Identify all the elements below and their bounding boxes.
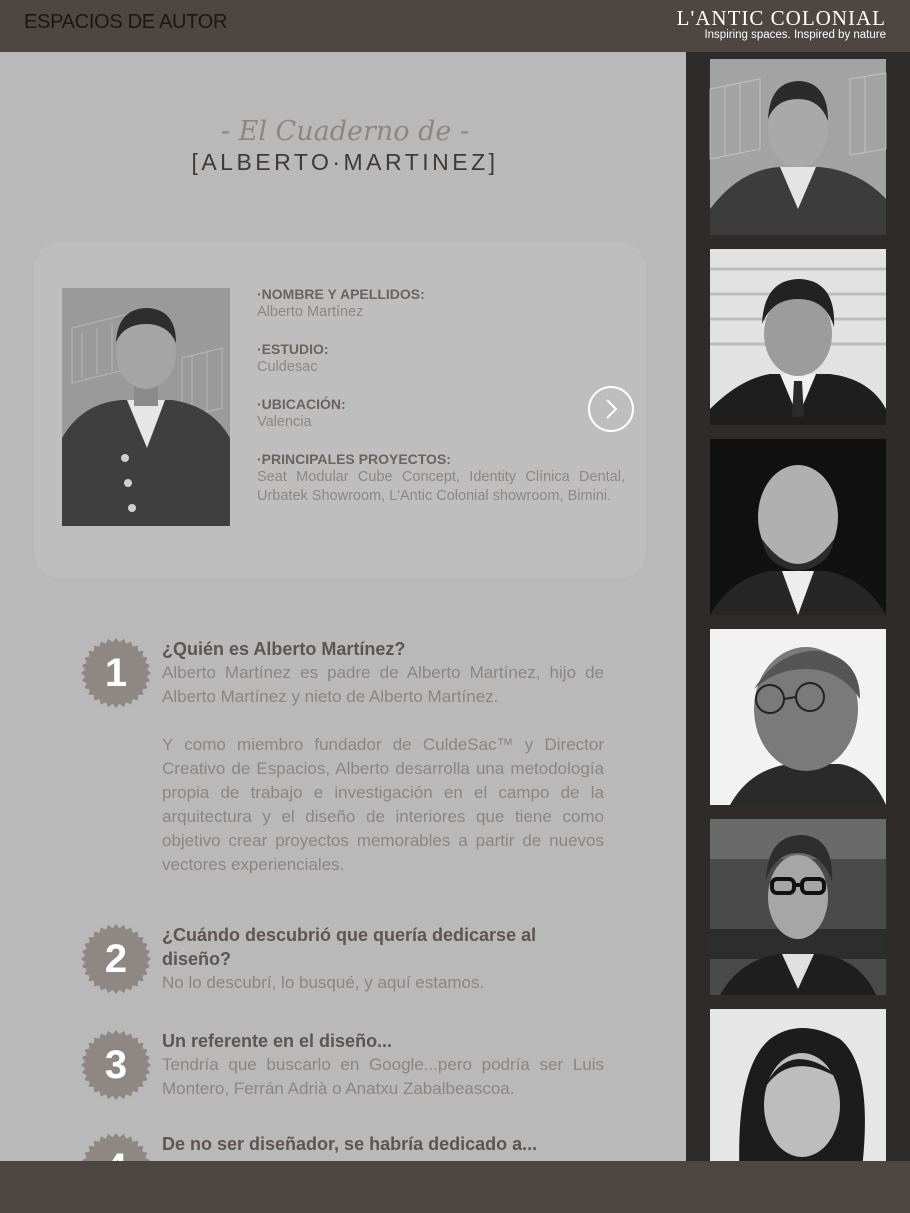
designer-thumbnail-1[interactable] (710, 59, 886, 235)
qa-body (162, 1029, 604, 1101)
designer-thumbnail-3[interactable] (710, 439, 886, 615)
field-location (257, 395, 625, 432)
field-label: ·PRINCIPALES PROYECTOS: (257, 451, 451, 467)
field-value: Seat Modular Cube Concept, Identity Clínica Dental, Urbatek Showroom, L'Antic Colonial showroom, Bimini. (257, 469, 625, 504)
question: Un referente en el diseño... (162, 1031, 393, 1051)
number-badge (80, 1029, 152, 1101)
answer: Y como miembro fundador de CuldeSac™ y Director Creativo de Espacios, Alberto desarrolla una metodología propia de trabajo e investigación en el campo de la arquitectura y el diseño de interiores que tiene como objetivo crear proyectos memorables a partir de nuevos vectores experienciales. (162, 735, 604, 874)
title-name: [ALBERTO·MARTINEZ] (191, 149, 499, 175)
number-badge (80, 923, 152, 995)
question: ¿Cuándo descubrió que quería dedicarse al diseño? (162, 925, 537, 969)
chevron-right-icon (602, 398, 620, 420)
answer: Tendría que buscarlo en Google...pero podría ser Luis Montero, Ferrán Adrià o Anatxu Zabalbeascoa. (162, 1055, 604, 1098)
badge-number: 1 (104, 651, 128, 695)
answer: No lo descubrí, lo busqué, y aquí estamos. (162, 973, 485, 992)
designer-thumbnail-6[interactable] (710, 1009, 886, 1185)
qa-item (80, 637, 610, 897)
designer-thumbnail-2[interactable] (710, 249, 886, 425)
badge-number: 2 (104, 937, 128, 981)
field-name (257, 285, 625, 322)
field-studio (257, 340, 625, 377)
bottom-bar (0, 1161, 910, 1213)
profile-photo (62, 288, 230, 526)
designer-thumbnail-4[interactable] (710, 629, 886, 805)
qa-body (162, 1132, 604, 1156)
designer-sidebar[interactable] (686, 52, 910, 1161)
field-value: Culdesac (257, 359, 318, 375)
designer-thumbnail-5[interactable] (710, 819, 886, 995)
qa-body (162, 923, 604, 995)
brand-name: L'ANTIC COLONIAL (676, 6, 886, 30)
section-title: ESPACIOS DE AUTOR (24, 11, 228, 33)
question: ¿Quién es Alberto Martínez? (162, 639, 406, 659)
top-bar (0, 0, 910, 52)
field-label: ·NOMBRE Y APELLIDOS: (257, 286, 425, 302)
number-badge (80, 637, 152, 709)
brand-tagline: Inspiring spaces. Inspired by nature (704, 29, 886, 41)
profile-fields (257, 285, 625, 524)
qa-item (80, 923, 610, 1003)
question: De no ser diseñador, se habría dedicado a... (162, 1134, 538, 1154)
qa-item (80, 1029, 610, 1109)
field-label: ·ESTUDIO: (257, 341, 329, 357)
title-script: - El Cuaderno de - (220, 116, 470, 147)
badge-number: 3 (104, 1043, 128, 1087)
answer: Alberto Martínez es padre de Alberto Martínez, hijo de Alberto Martínez y nieto de Alberto Martínez. (162, 663, 604, 706)
qa-body (162, 637, 604, 877)
field-projects (257, 450, 625, 506)
field-value: Alberto Martínez (257, 304, 364, 320)
brand-logo[interactable] (677, 7, 886, 42)
next-button[interactable] (588, 386, 634, 432)
field-value: Valencia (257, 414, 312, 430)
main-content[interactable] (0, 52, 686, 1161)
field-label: ·UBICACIÓN: (257, 396, 346, 412)
